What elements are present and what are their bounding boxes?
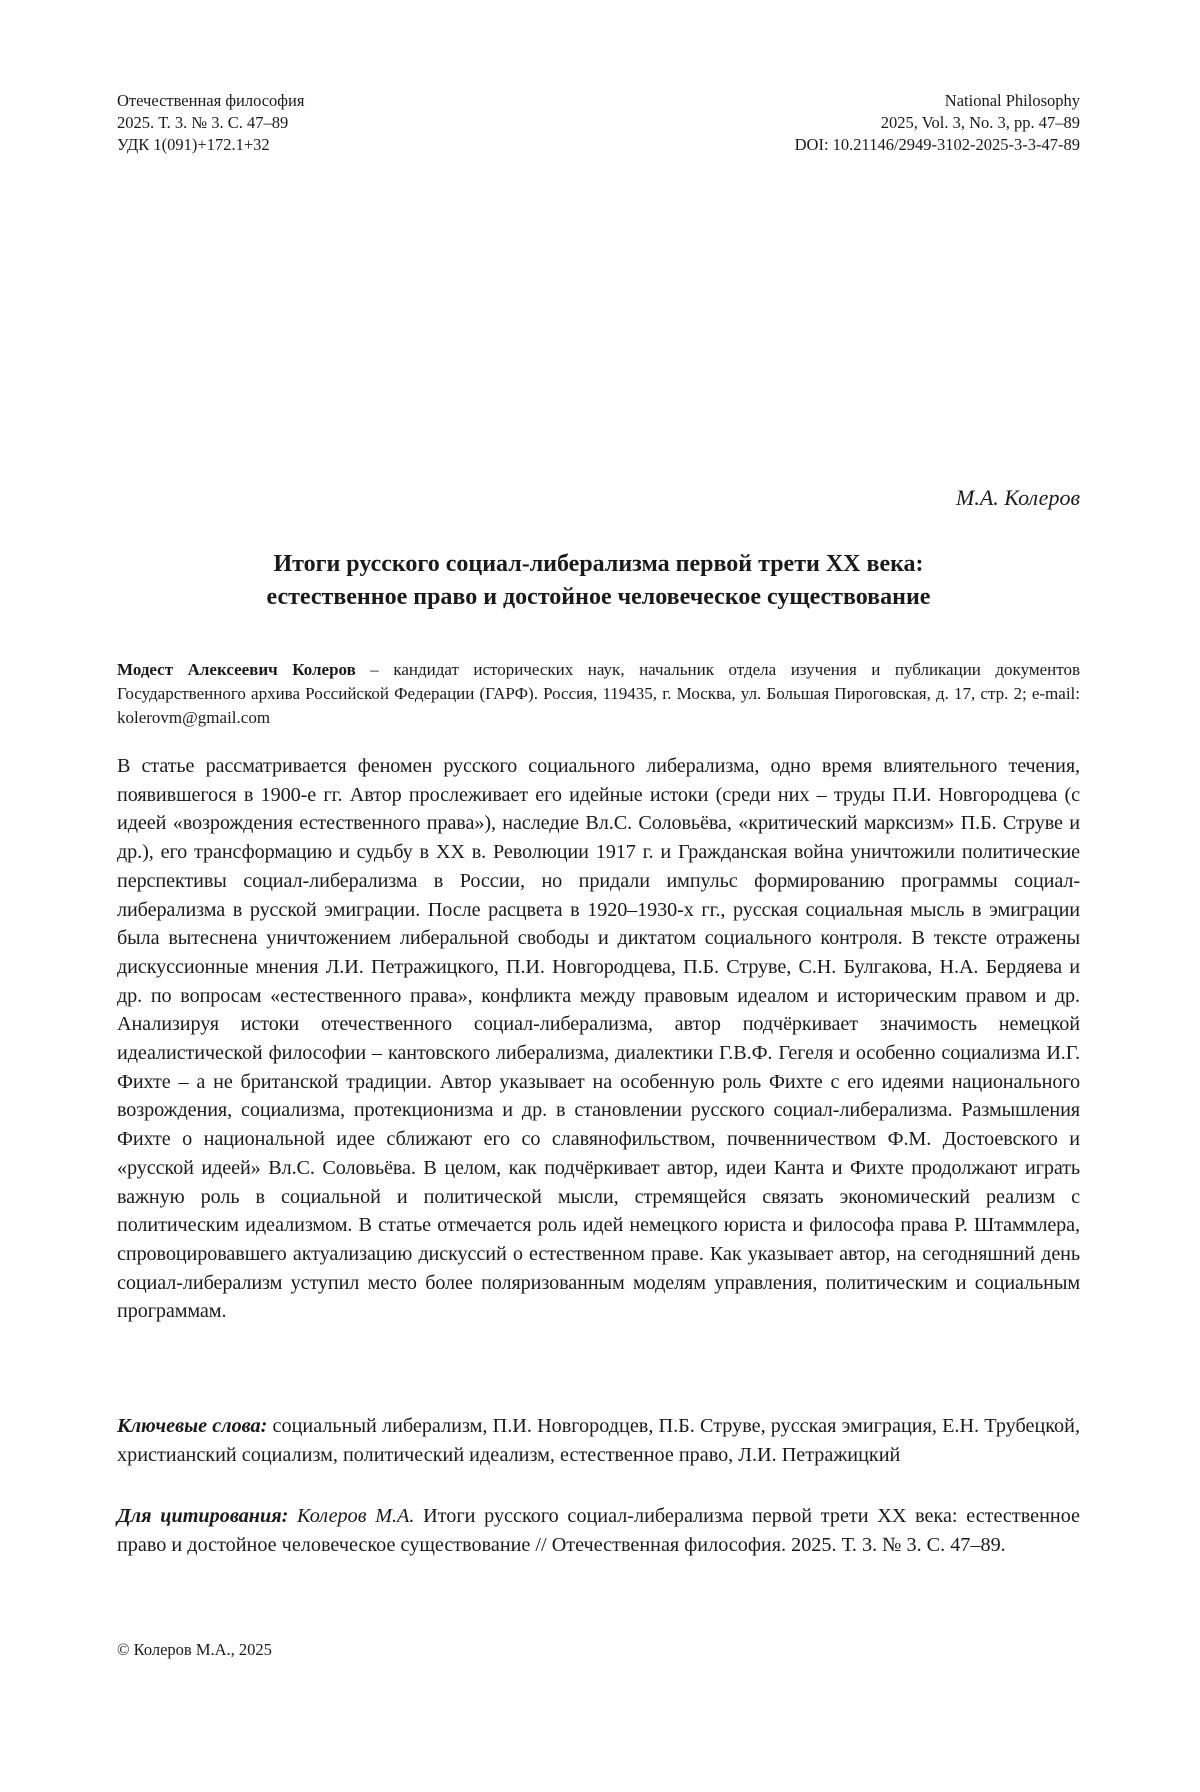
title-line-1: Итоги русского социал-либерализма первой трети XX века: xyxy=(273,551,924,577)
article-page xyxy=(117,0,1080,1792)
citation xyxy=(117,1502,1080,1559)
title-line-2: естественное право и достойное человеческое существование xyxy=(266,584,931,610)
citation-author: Колеров М.А. xyxy=(288,1505,415,1527)
author-byline: М.А. Колеров xyxy=(956,485,1080,510)
keywords xyxy=(117,1412,1080,1469)
journal-name-en: National Philosophy xyxy=(944,91,1080,110)
doi[interactable]: DOI: 10.21146/2949-3102-2025-3-3-47-89 xyxy=(794,135,1080,154)
issue-info-ru: 2025. Т. 3. № 3. С. 47–89 xyxy=(117,113,289,132)
issue-info-en: 2025, Vol. 3, No. 3, pp. 47–89 xyxy=(880,113,1080,132)
citation-label: Для цитирования: xyxy=(117,1505,289,1527)
keywords-label: Ключевые слова: xyxy=(117,1415,268,1437)
udk-code: УДК 1(091)+172.1+32 xyxy=(117,135,270,154)
abstract: В статье рассматривается феномен русского социального либерализма, одно время влиятельного течения, появившегося в 1900-е гг. Автор прослеживает его идейные истоки (среди них – труды П.И. Новгородцева (с идеей «возрождения естественного права»), наследие Вл.С. Соловьёва, «критический марксизм» П.Б. Струве и др.), его трансформацию и судьбу в XX в. Революции 1917 г. и Гражданская война уничтожили политические перспективы социал-либерализма в России, но придали импульс формированию программы социал-либерализма в русской эмиграции. После расцвета в 1920–1930-х гг., русская социальная мысль в эмиграции была вытеснена уничтожением либеральной свободы и диктатом социального контроля. В тексте отражены дискуссионные мнения Л.И. Петражицкого, П.И. Новгородцева, П.Б. Струве, С.Н. Булгакова, Н.А. Бердяева и др. по вопросам «естественного права», конфликта между правовым идеалом и историческим правом и др. Анализируя истоки отечественного социал-либерализма, автор подчёркивает значимость немецкой идеалистической философии – кантовского либерализма, диалектики Г.В.Ф. Гегеля и особенно социализма И.Г. Фихте – а не британской традиции. Автор указывает на особенную роль Фихте с его идеями национального возрождения, социализма, протекционизма и др. в становлении русского социал-либерализма. Размышления Фихте о национальной идее сближают его со славянофильством, почвенничеством Ф.М. Достоевского и «русской идеей» Вл.С. Соловьёва. В целом, как подчёркивает автор, идеи Канта и Фихте продолжают играть важную роль в социальной и политической мысли, стремящейся связать экономический реализм с политическим идеализмом. В статье отмечается роль идей немецкого юриста и философа права Р. Штаммлера, спровоцировавшего актуализацию дискуссий о естественном праве. Как указывает автор, на сегодняшний день социал-либерализм уступил место более поляризованным моделям управления, политическим и социальным программам. xyxy=(117,755,1080,1323)
copyright: © Колеров М.А., 2025 xyxy=(117,1640,272,1659)
article-title xyxy=(117,548,1080,614)
keywords-text: социальный либерализм, П.И. Новгородцев, П.Б. Струве, русская эмиграция, Е.Н. Трубецкой, христианский социализм, политический идеализм, естественное право, Л.И. Петражицкий xyxy=(117,1415,1080,1466)
author-details: – кандидат исторических наук, начальник отдела изучения и публикации документов Государственного архива Российской Федерации (ГАРФ). Россия, 119435, г. Москва, ул. Большая Пироговская, д. 17, стр. 2; e-mail: kolerovm@gmail.com xyxy=(117,660,1080,727)
author-full-name: Модест Алексеевич Колеров xyxy=(117,660,356,679)
author-affiliation xyxy=(117,658,1080,730)
journal-name-ru: Отечественная философия xyxy=(117,91,305,110)
header-russian xyxy=(117,90,304,156)
header-english xyxy=(795,90,1080,156)
citation-text: Итоги русского социал-либерализма первой трети XX века: естественное право и достойное человеческое существование // Отечественная философия. 2025. Т. 3. № 3. С. 47–89. xyxy=(117,1505,1080,1556)
